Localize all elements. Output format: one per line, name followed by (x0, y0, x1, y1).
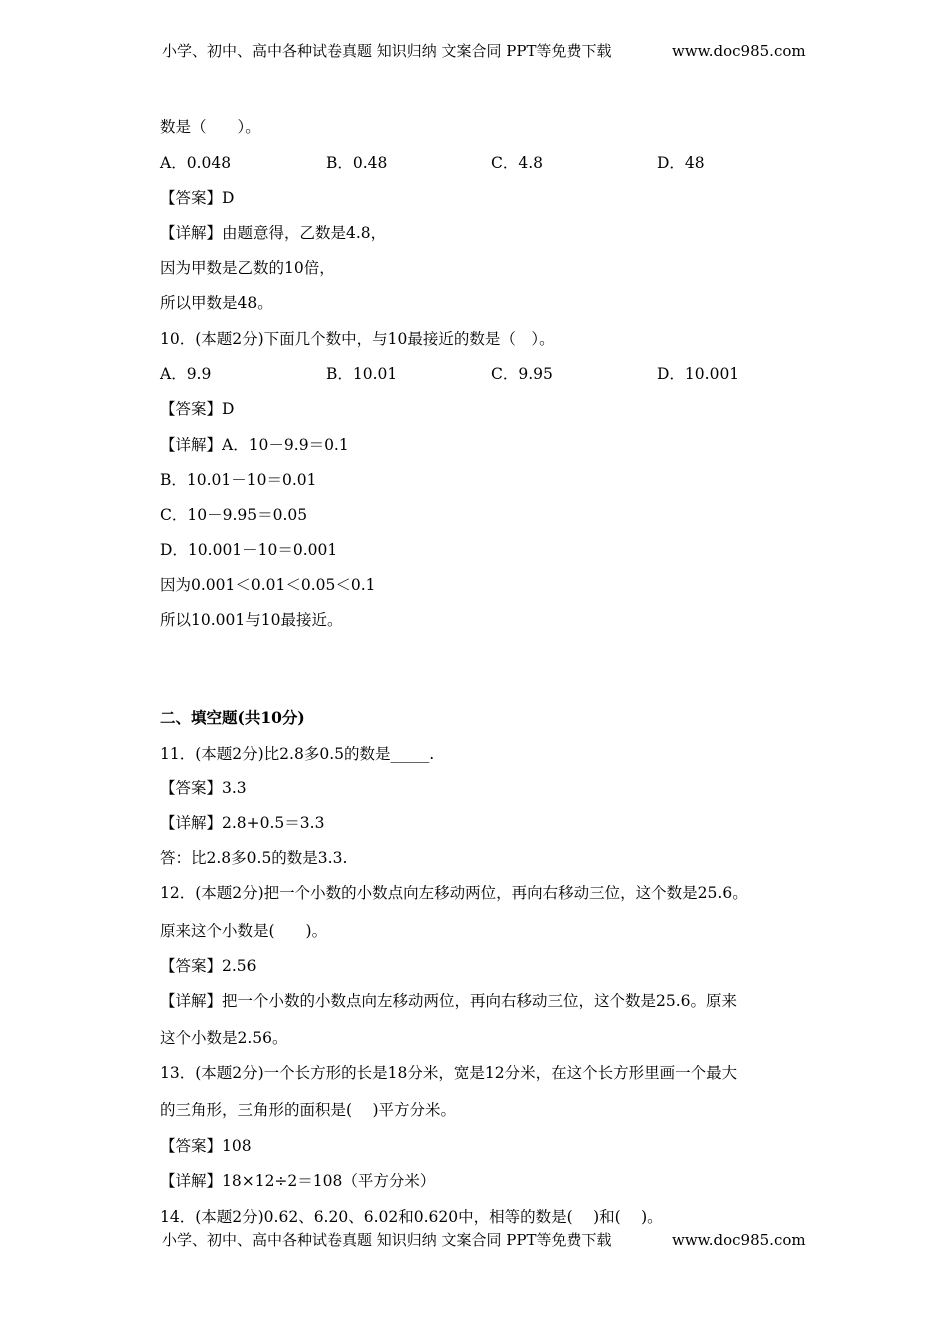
q10-detail: 所以10.001与10最接近。 (160, 611, 343, 629)
q10-option-a: A．9.9 (160, 365, 212, 383)
footer-text: 小学、初中、高中各种试卷真题 知识归纳 文案合同 PPT等免费下载 (162, 1231, 612, 1249)
q10-detail: C．10－9.95＝0.05 (160, 506, 308, 524)
q11-question: 11．(本题2分)比2.8多0.5的数是_____. (160, 745, 435, 763)
q12-detail: 【详解】把一个小数的小数点向左移动两位，再向右移动三位，这个数是25.6。原来 (160, 992, 738, 1010)
q9-detail: 所以甲数是48。 (160, 294, 273, 312)
q10-option-d: D．10.001 (657, 365, 740, 383)
q10-option-c: C．9.95 (491, 365, 553, 383)
section-heading: 二、填空题(共10分) (160, 708, 305, 727)
q10-detail: D．10.001－10＝0.001 (160, 541, 338, 559)
q9-detail: 因为甲数是乙数的10倍， (160, 259, 335, 277)
q10-detail: 【详解】A．10－9.9＝0.1 (160, 436, 349, 454)
header-url[interactable]: www.doc985.com (672, 42, 806, 60)
q9-answer: 【答案】D (160, 189, 235, 207)
q10-answer: 【答案】D (160, 400, 235, 418)
q14-question: 14．(本题2分)0.62、6.20、6.02和0.620中，相等的数是( )和( )。 (160, 1208, 663, 1226)
q10-detail: B．10.01－10＝0.01 (160, 471, 317, 489)
q11-detail: 【详解】2.8+0.5＝3.3 (160, 814, 325, 832)
q9-detail: 【详解】由题意得，乙数是4.8， (160, 224, 387, 242)
q11-answer: 【答案】3.3 (160, 779, 247, 797)
q9-option-c: C．4.8 (491, 154, 544, 172)
q11-detail: 答：比2.8多0.5的数是3.3. (160, 849, 348, 867)
q9-option-a: A．0.048 (160, 154, 232, 172)
q9-option-b: B．0.48 (326, 154, 388, 172)
q9-option-d: D．48 (657, 154, 705, 172)
q13-detail: 【详解】18×12÷2＝108（平方分米） (160, 1172, 436, 1190)
q10-option-b: B．10.01 (326, 365, 398, 383)
footer-url[interactable]: www.doc985.com (672, 1231, 806, 1249)
q12-question: 原来这个小数是( )。 (160, 922, 328, 940)
q12-question: 12．(本题2分)把一个小数的小数点向左移动两位，再向右移动三位，这个数是25.6。 (160, 884, 748, 902)
q12-detail: 这个小数是2.56。 (160, 1029, 288, 1047)
header-text: 小学、初中、高中各种试卷真题 知识归纳 文案合同 PPT等免费下载 (162, 42, 612, 60)
q13-question: 13．(本题2分)一个长方形的长是18分米，宽是12分米，在这个长方形里画一个最大 (160, 1064, 738, 1082)
q9-tail: 数是（ ）。 (160, 118, 261, 136)
q13-question: 的三角形，三角形的面积是( )平方分米。 (160, 1101, 457, 1119)
q13-answer: 【答案】108 (160, 1137, 252, 1155)
q10-detail: 因为0.001＜0.01＜0.05＜0.1 (160, 576, 376, 594)
q10-question: 10．(本题2分)下面几个数中，与10最接近的数是（ ）。 (160, 330, 555, 348)
q12-answer: 【答案】2.56 (160, 957, 257, 975)
